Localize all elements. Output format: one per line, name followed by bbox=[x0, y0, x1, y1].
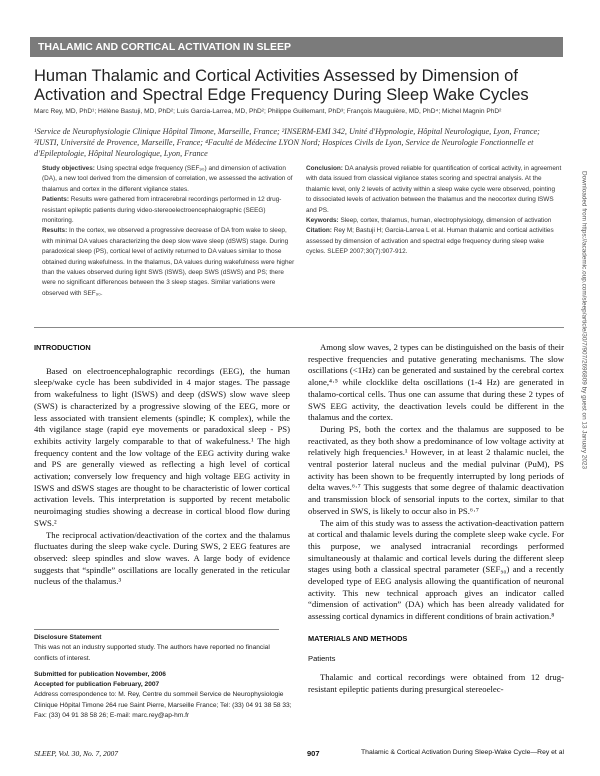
disclosure-text: This was not an industry supported study. The authors have reported no financial conflicts of interest. bbox=[34, 644, 270, 662]
abstract-citation-text: Rey M; Bastuji H; Garcia-Larrea L et al. Human thalamic and cortical activities assessed by dimension of activation and spectral edge frequency during sleep wake cycles. SLEEP 2007;30(7):907-912. bbox=[306, 227, 554, 256]
abstract-citation bbox=[306, 226, 562, 257]
section-banner: THALAMIC AND CORTICAL ACTIVATION IN SLEEP bbox=[30, 37, 563, 57]
intro-heading: INTRODUCTION bbox=[34, 343, 91, 352]
intro-paragraph: The aim of this study was to assess the activation-deactivation pattern at cortical and thalamic levels during the complete sleep wake cycle. For this purpose, we analysed intracranial recordings performed simultaneously at thalamic and cortical levels during the different sleep stages using both a classical spectral parameter (SEF₉₀) and a recently developed type of EEG analysis allowing the quantification of neuronal activity. This new technical approach gives an indicator called “dimension of activation” (DA) which has been already validated for assessing cortical dynamics in different conditions of brain activation.⁸ bbox=[308, 517, 564, 622]
running-title: Thalamic & Cortical Activation During Sleep-Wake Cycle—Rey et al bbox=[361, 749, 564, 756]
patients-subheading: Patients bbox=[308, 653, 336, 663]
abstract-left-column bbox=[42, 164, 298, 299]
methods-paragraph: Thalamic and cortical recordings were obtained from 12 drug-resistant epileptic patients during presurgical stereoelec- bbox=[308, 672, 564, 694]
abstract-objectives-label: Study objectives: bbox=[42, 165, 95, 172]
abstract-conclusion-text: DA analysis proved reliable for quantification of cortical activity, in agreement with data issued from classical vigilance states scoring and spectral analysis. At the thalamic level, only 2 levels of activity within a sleep wake cycle were observed, pointing to dissociated levels of activation between the thalamus and the neocortex during lSWS and PS. bbox=[306, 165, 562, 214]
abstract-keywords bbox=[306, 216, 562, 226]
intro-paragraph: During PS, both the cortex and the thalamus are supposed to be reactivated, as they both show a predominance of low voltage activity at relatively high frequencies.¹ However, in at least 2 thalamic nuclei, the ventral posterior lateral nucleus and the medial pulvinar (PuM), PS activity has been shown to be frequently interrupted by long periods of delta waves.⁶·⁷ This suggests that some degree of thalamic deactivation and transmission block of sensorial inputs to the cortex, similar to that observed in SWS, is likely to occur also in PS.⁶·⁷ bbox=[308, 423, 564, 516]
abstract-patients-text: Results were gathered from intracerebral recordings performed in 12 drug-resistant epileptic patients during video-stereoelectroencephalographic (SEEG) monitoring. bbox=[42, 196, 282, 225]
abstract-results bbox=[42, 226, 298, 299]
abstract-patients bbox=[42, 195, 298, 226]
accepted-date: Accepted for publication February, 2007 bbox=[34, 681, 160, 689]
abstract-objectives bbox=[42, 164, 298, 195]
affiliations: ¹Service de Neurophysiologie Clinique Hôpital Timone, Marseille, France; ²INSERM-EMI 342, Unité d'Hypnologie, Hôpital Neurologique, Lyon, France; ³IUSTI, Université de Provence, Marseille, France; ⁴Faculté de Médecine LYON Nord; Hospices Civils de Lyon, Service de Neurologie Fonctionnelle et d'Epileptologie, Hôpital Neurologique, Lyon, France bbox=[34, 127, 540, 158]
abstract-results-text: In the cortex, we observed a progressive decrease of DA from wake to sleep, with minimal DA values characterizing the deep slow wave sleep (dSWS) stage. During paradoxical sleep (PS), cortical level of activity returned to DA values similar to those obtained during wakefulness. In the thalamus, DA values during wakefulness were higher than the values observed during light SWS (lSWS), deep SWS (dSWS) and PS; there were no significant differences between the 3 sleep stages. Similar variations were observed with SEF₉₀. bbox=[42, 227, 295, 297]
abstract-keywords-text: Sleep, cortex, thalamus, human, electrophysiology, dimension of activation bbox=[340, 217, 552, 225]
body-left-column bbox=[34, 342, 290, 588]
abstract-conclusion-label: Conclusion: bbox=[306, 165, 343, 172]
disclosure-block bbox=[34, 629, 294, 721]
download-side-note-text: Downloaded from https://academic.oup.com/sleep/article/30/7/907/2696809 by guest on 13 January 2023 bbox=[580, 170, 588, 470]
intro-paragraph: The reciprocal activation/deactivation of the cortex and the thalamus fluctuates during the sleep wake cycle. During SWS, 2 EEG features are observed: sleep spindles and slow waves. A large body of evidence suggests that “spindle” oscillations are locally generated in the reticular nucleus of the thalamus.³ bbox=[34, 529, 290, 587]
download-side-note bbox=[578, 40, 590, 600]
disclosure-divider bbox=[34, 629, 279, 630]
journal-info: SLEEP, Vol. 30, No. 7, 2007 bbox=[34, 749, 119, 758]
correspondence: Address correspondence to: M. Rey, Centre du sommeil Service de Neurophysiologie Clinique Hôpital Timone 264 rue Saint Pierre, Marseille France; Tel: (33) 04 91 38 58 33; Fax: (33) 04 91 38 58 26; E-mail: marc.rey@ap-hm.fr bbox=[34, 691, 292, 720]
article-title: Human Thalamic and Cortical Activities Assessed by Dimension of Activation and Spectral Edge Frequency During Sleep Wake Cycles bbox=[34, 67, 529, 104]
abstract-conclusion bbox=[306, 164, 562, 216]
abstract-box bbox=[34, 164, 564, 322]
author-list: Marc Rey, MD, PhD¹; Hélène Bastuji, MD, PhD²; Luis Garcia-Larrea, MD, PhD²; Philippe Guillemant, PhD³; François Mauguière, MD, PhD⁴; Michel Magnin PhD² bbox=[34, 108, 502, 115]
intro-paragraph: Among slow waves, 2 types can be distinguished on the basis of their respective frequencies and putative generating mechanisms. The slow oscillations (<1Hz) can be generated and sustained by the cerebral cortex alone,⁴·⁵ while clocklike delta oscillations (1-4 Hz) are generated in thalamo-cortical cells. Thus one can assume that during these 2 types of SWS EEG activity, the deactivation levels could be different in the thalamus and the cortex. bbox=[308, 342, 564, 423]
abstract-right-column bbox=[306, 164, 562, 258]
abstract-objectives-text: Using spectral edge frequency (SEF₉₀) and dimension of activation (DA), a new tool derived from the dimension of correlation, we assessed the activation of thalamus and cortex in the different vigilance states. bbox=[42, 165, 293, 193]
disclosure-heading: Disclosure Statement bbox=[34, 634, 102, 641]
abstract-citation-label: Citation: bbox=[306, 227, 332, 235]
abstract-results-label: Results: bbox=[42, 227, 68, 235]
abstract-divider bbox=[34, 327, 564, 328]
intro-paragraph: Based on electroencephalographic recordings (EEG), the human sleep/wake cycle has been subdivided in 4 major stages. The passage from wakefulness to light (lSWS) and deep (dSWS) slow wave sleep (SWS) is characterized by a progressive slowing of the EEG, more or less associated with transient elements (spindle; K complex), while the 4th vigilance stage (rapid eye movements or paradoxical sleep - PS) exhibits activity largely comparable to that of wakefulness.¹ The high frequency content and the low voltage of the EEG activity during wake and PS are generally viewed as reflecting a high level of cortical activation; conversely low frequency and high voltage EEG activity in lSWS and dSWS stages are thought to be characteristic of lower cortical activation levels. This interpretation is supported by recent metabolic neuroimaging studies showing a decrease in cortical blood flow during SWS.² bbox=[34, 365, 290, 528]
page-number: 907 bbox=[307, 749, 320, 758]
abstract-keywords-label: Keywords: bbox=[306, 217, 339, 225]
submitted-date: Submitted for publication November, 2006 bbox=[34, 670, 166, 678]
page-footer bbox=[34, 749, 564, 763]
methods-heading: MATERIALS AND METHODS bbox=[308, 633, 408, 643]
abstract-patients-label: Patients: bbox=[42, 196, 69, 204]
body-right-column bbox=[308, 342, 564, 696]
